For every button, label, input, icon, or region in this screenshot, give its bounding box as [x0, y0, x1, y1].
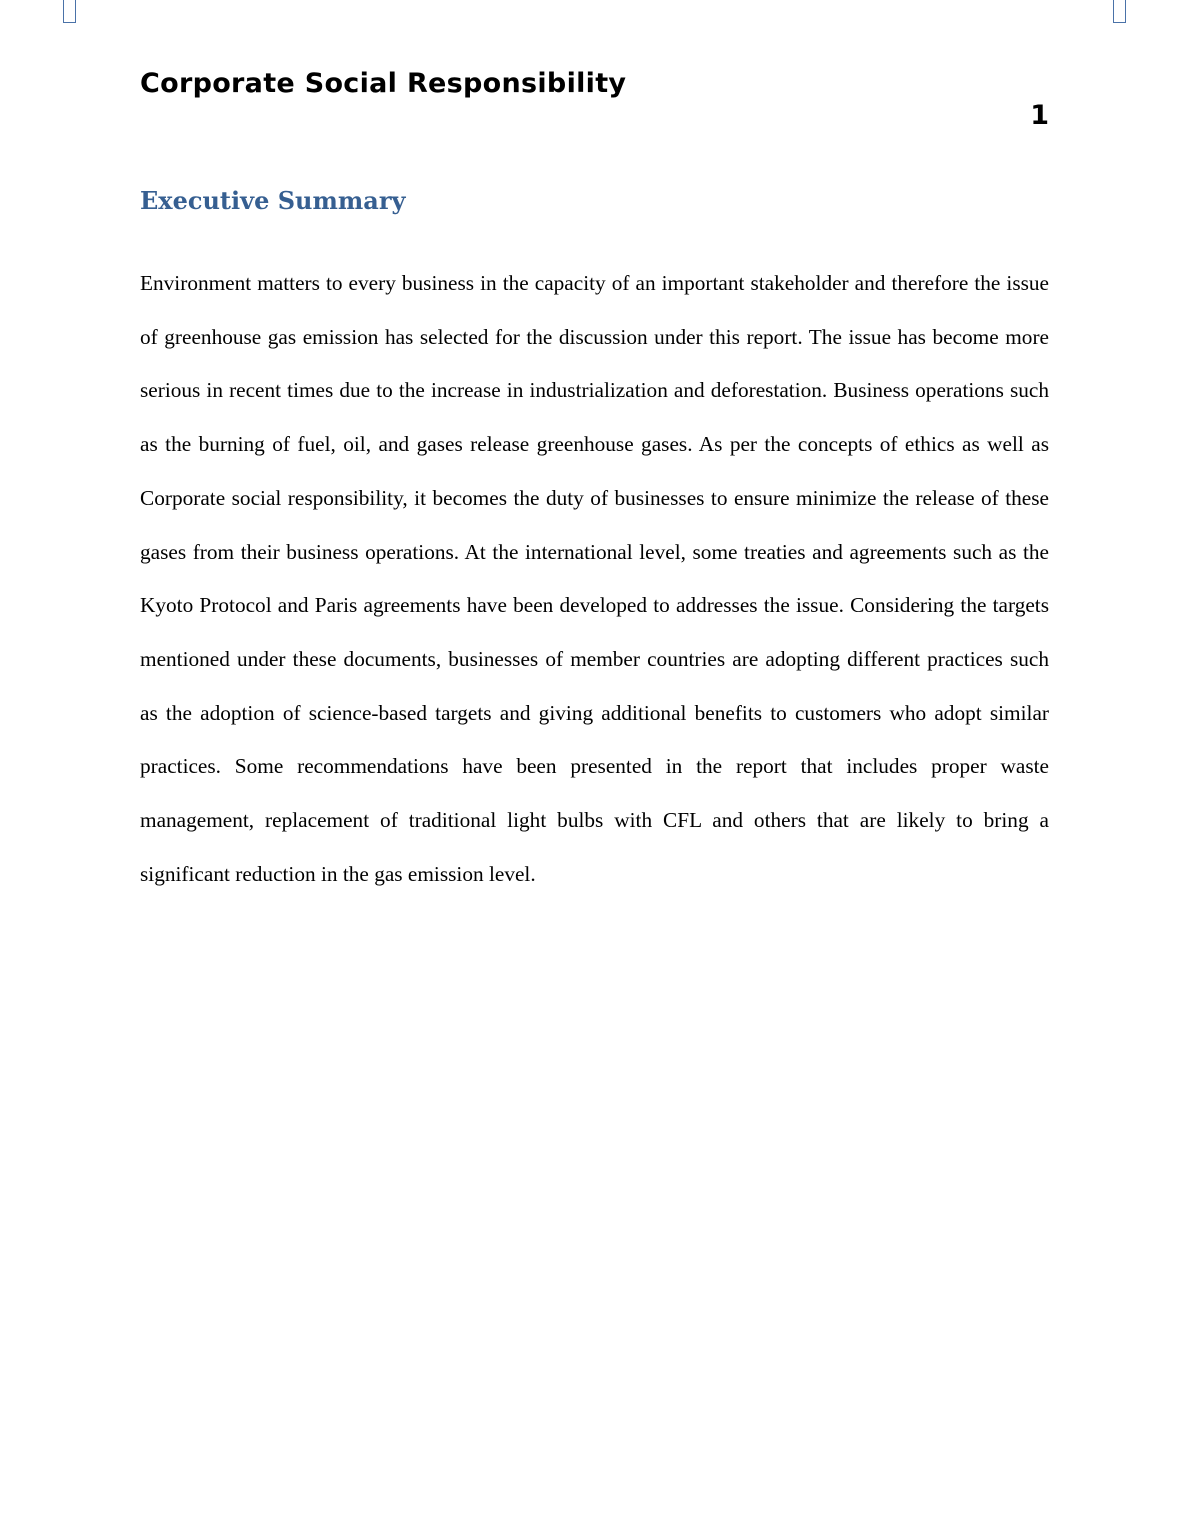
section-heading: Executive Summary [140, 186, 406, 215]
page-number: 1 [1030, 100, 1049, 131]
body-paragraph: Environment matters to every business in the capacity of an important stakeholder and therefore the issue of greenhouse gas emission has selected for the discussion under this report. The issue has become more serious in recent times due to the increase in industrialization and deforestation. Business operations such as the burning of fuel, oil, and gases release greenhouse gases. As per the concepts of ethics as well as Corporate social responsibility, it becomes the duty of businesses to ensure minimize the release of these gases from their business operations. At the international level, some treaties and agreements such as the Kyoto Protocol and Paris agreements have been developed to addresses the issue. Considering the targets mentioned under these documents, businesses of member countries are adopting different practices such as the adoption of science-based targets and giving additional benefits to customers who adopt similar practices. Some recommendations have been presented in the report that includes proper waste management, replacement of traditional light bulbs with CFL and others that are likely to bring a significant reduction in the gas emission level. [140, 271, 1049, 886]
right-margin-corner-mark [1113, 0, 1126, 23]
left-margin-corner-mark [63, 0, 76, 23]
running-head-title: Corporate Social Responsibility [140, 68, 627, 99]
